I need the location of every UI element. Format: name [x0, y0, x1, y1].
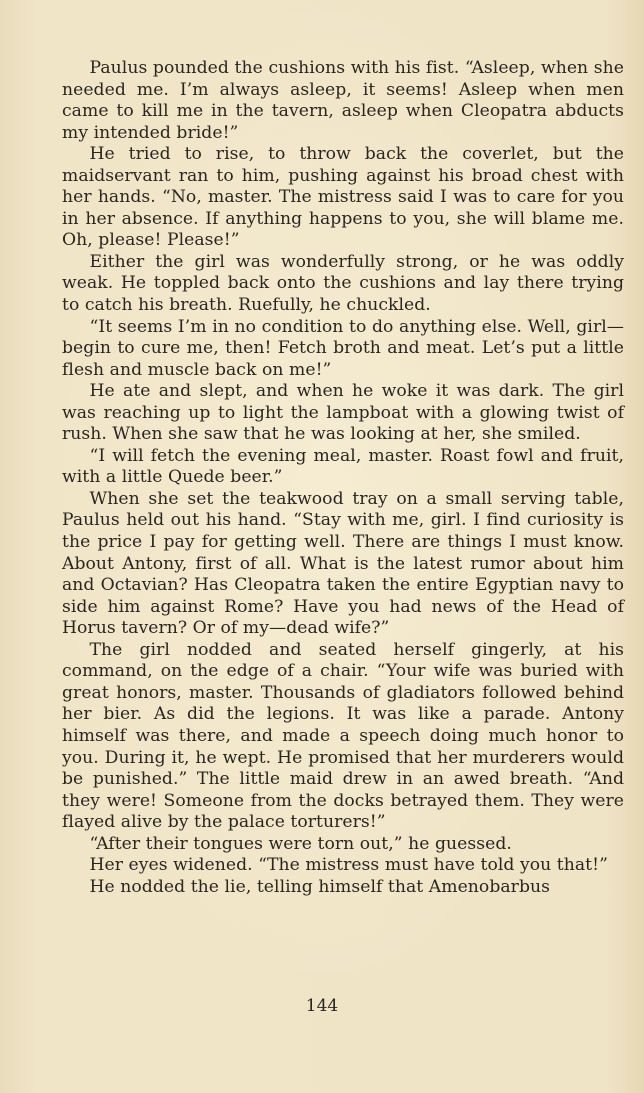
paragraph-10: Her eyes widened. “The mistress must have told you that!” — [89, 855, 608, 876]
paragraph-9: “After their tongues were torn out,” he guessed. — [89, 833, 512, 854]
paragraph-7: When she set the teakwood tray on a small serving table, Paulus held out his hand. “Stay with me, girl. I find curiosity is the price I pay for getting well. There are things I must know. About Antony, first of all. What is the latest rumor about him and Octavian? Has Cleopatra taken the entire Egyptian navy to side him against Rome? Have you had news of the Head of Horus tavern? Or of my—dead wife?” — [62, 488, 624, 639]
paragraph-1: Paulus pounded the cushions with his fist. “Asleep, when she needed me. I’m always asleep, it seems! Asleep when men came to kill me in the tavern, asleep when Cleopatra abducts my intended bride!” — [62, 58, 624, 143]
paragraph-11: He nodded the lie, telling himself that Amenobarbus — [89, 876, 550, 897]
paragraph-5: He ate and slept, and when he woke it was dark. The girl was reaching up to light the lampboat with a glowing twist of rush. When she saw that he was looking at her, she smiled. — [62, 381, 624, 445]
paragraph-8: The girl nodded and seated herself gingerly, at his command, on the edge of a chair. “Your wife was buried with great honors, master. Thousands of gladiators followed behind her bier. As did the legions. It was like a parade. Antony himself was there, and made a speech doing much honor to you. During it, he wept. He promised that her murderers would be punished.” The little maid drew in an awed breath. “And they were! Someone from the docks betrayed them. They were flayed alive by the palace torturers!” — [62, 639, 624, 833]
paragraph-6: “I will fetch the evening meal, master. Roast fowl and fruit, with a little Quede beer.” — [62, 445, 624, 488]
paragraph-3: Either the girl was wonderfully strong, or he was oddly weak. He toppled back onto the cushions and lay there trying to catch his breath. Ruefully, he chuckled. — [62, 251, 624, 316]
page-number: 144 — [305, 996, 339, 1016]
paragraph-2: He tried to rise, to throw back the coverlet, but the maidservant ran to him, pushing against his broad chest with her hands. “No, master. The mistress said I was to care for you in her absence. If anything happens to you, she will blame me. Oh, please! Please!” — [62, 144, 624, 251]
body-text — [62, 58, 624, 898]
paragraph-4: “It seems I’m in no condition to do anything else. Well, girl—begin to cure me, then! Fetch broth and meat. Let’s put a little flesh and muscle back on me!” — [62, 316, 624, 380]
